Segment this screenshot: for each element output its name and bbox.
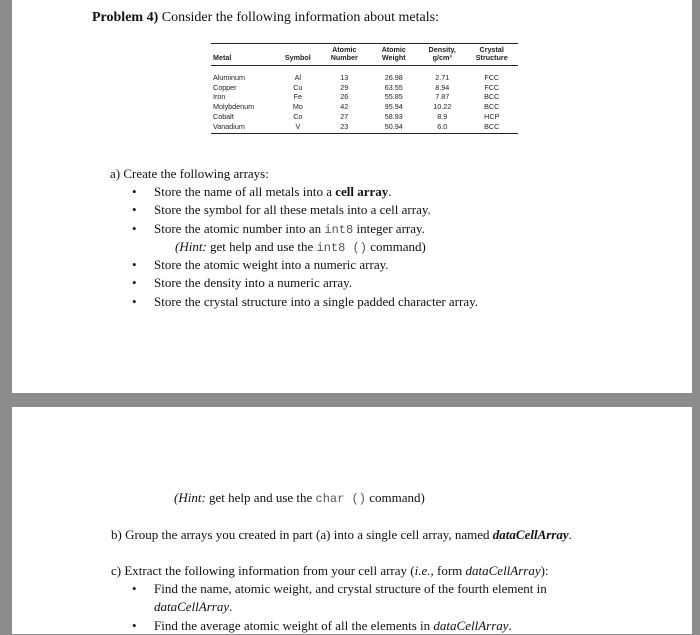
cell-density: 8.9 (437, 111, 448, 121)
list-item (132, 201, 674, 219)
b4-text: Store the atomic weight into a numeric array. (154, 257, 389, 272)
table-header-row (211, 44, 518, 66)
cell-atomic-weight: 26.98 (384, 73, 403, 82)
cell-symbol: Co (293, 111, 303, 121)
b5-text: Store the density into a numeric array. (154, 275, 353, 291)
cell-atomic-number: 29 (340, 82, 349, 92)
cell-crystal: HCP (484, 111, 500, 121)
cell-atomic-number: 26 (340, 92, 349, 102)
c1-line2: dataCellArray (154, 599, 230, 615)
part-c-pre: Extract the following information from your cell array ( (124, 563, 415, 578)
list-item (132, 617, 674, 635)
hint2-label: (Hint: (174, 490, 206, 505)
problem-heading (92, 10, 439, 26)
table-row (211, 83, 518, 93)
metals-table (211, 43, 518, 134)
header-atomic-number-line1: Atomic (332, 45, 357, 54)
cell-crystal: BCC (465, 122, 518, 134)
document-page-bottom (12, 407, 692, 634)
cell-atomic-weight: 63.55 (384, 82, 403, 92)
cell-crystal: BCC (484, 102, 500, 112)
bullet-icon: • (132, 202, 137, 218)
hint1-label: (Hint: (175, 239, 207, 254)
list-item (132, 293, 674, 311)
c1-line1: Find the name, atomic weight, and crystal structure of the fourth element in (154, 581, 547, 596)
bullet-icon: • (132, 581, 137, 596)
list-item (132, 183, 674, 201)
cell-symbol: Al (294, 73, 302, 82)
cell-symbol: Cu (293, 82, 303, 92)
cell-density: 2.71 (435, 73, 450, 82)
c1-line2-post: . (229, 599, 233, 615)
hint2-post: command) (365, 490, 425, 505)
hint1-code: int8 () (316, 241, 367, 255)
bullet-icon: • (132, 184, 137, 199)
part-c (111, 562, 549, 580)
cell-density: 8.94 (435, 82, 450, 92)
c2-name: dataCellArray (433, 617, 509, 633)
part-c-name: dataCellArray (465, 563, 541, 578)
part-b-label: b) (111, 527, 122, 542)
table-row (211, 112, 518, 122)
part-b (111, 526, 572, 544)
table-row (211, 102, 518, 112)
header-crystal-structure (465, 44, 518, 66)
part-c-label: c) (111, 563, 122, 578)
cell-atomic-weight: 58.93 (384, 111, 403, 121)
header-symbol: Symbol (276, 44, 320, 66)
part-a-list-2 (132, 256, 674, 311)
bullet-icon: • (132, 617, 137, 633)
header-density (419, 44, 465, 66)
part-c-ie: i.e. (414, 563, 431, 578)
header-atomic-weight (369, 44, 419, 66)
table-row (211, 66, 518, 83)
cell-symbol: V (276, 122, 320, 134)
cell-atomic-weight: 55.85 (384, 92, 403, 102)
list-item (132, 580, 674, 617)
part-a-intro: Create the following arrays: (123, 166, 269, 181)
cell-atomic-number: 23 (320, 122, 368, 134)
hint2-code: char () (315, 492, 366, 506)
b3-code: int8 (324, 222, 354, 237)
hint-int8 (175, 238, 426, 257)
part-b-name: dataCellArray (492, 527, 569, 542)
b3-pre: Store the atomic number into an (154, 220, 325, 236)
cell-density: 10.22 (433, 102, 452, 112)
cell-atomic-number: 27 (340, 111, 349, 121)
header-atomic-weight-line2: Weight (381, 53, 406, 62)
header-atomic-weight-line1: Atomic (381, 45, 406, 54)
table-row (211, 122, 518, 134)
cell-crystal: FCC (484, 73, 500, 82)
bullet-icon: • (132, 275, 137, 291)
c2-post: . (508, 617, 512, 633)
cell-metal: Aluminum (213, 73, 245, 82)
part-c-list (132, 580, 674, 635)
b1-post: . (388, 184, 392, 199)
cell-atomic-weight: 50.94 (369, 122, 419, 134)
part-a-heading (110, 165, 269, 183)
cell-density: 7.87 (435, 92, 450, 102)
bullet-icon: • (132, 293, 137, 309)
header-metal: Metal (211, 44, 276, 66)
part-c-mid: , form (430, 563, 466, 578)
c2-pre: Find the average atomic weight of all the elements in (154, 617, 434, 633)
bullet-icon: • (132, 257, 137, 272)
hint2-pre: get help and use the (205, 490, 316, 505)
b2-text: Store the symbol for all these metals into a cell array. (154, 202, 431, 218)
problem-label: Problem 4) (92, 10, 159, 25)
hint1-pre: get help and use the (206, 239, 317, 254)
part-c-post: ): (540, 563, 549, 578)
b1-bold: cell array (335, 184, 389, 199)
cell-atomic-number: 13 (340, 73, 349, 82)
cell-density: 6.0 (419, 122, 465, 134)
cell-metal: Iron (213, 92, 226, 102)
cell-symbol: Fe (293, 92, 303, 102)
cell-atomic-number: 42 (340, 102, 349, 112)
part-a-list-1 (132, 183, 674, 239)
list-item (132, 220, 674, 239)
problem-text: Consider the following information about metals: (161, 10, 439, 25)
bullet-icon: • (132, 220, 137, 236)
list-item (132, 256, 674, 274)
part-a-label: a) (110, 166, 121, 181)
table-row (211, 92, 518, 102)
b3-post: integer array. (353, 220, 425, 236)
cell-metal: Cobalt (213, 111, 234, 121)
document-page-top (12, 0, 692, 393)
cell-crystal: FCC (484, 82, 500, 92)
list-item (132, 274, 674, 292)
header-atomic-number-line2: Number (330, 53, 358, 62)
b1-pre: Store the name of all metals into a (154, 184, 336, 199)
cell-symbol: Mo (292, 102, 303, 112)
part-b-post: . (568, 527, 572, 542)
b6-text: Store the crystal structure into a single padded character array. (154, 293, 479, 309)
hint-char (174, 489, 425, 508)
cell-crystal: BCC (484, 92, 500, 102)
cell-atomic-weight: 95.94 (384, 102, 403, 112)
cell-metal: Copper (213, 82, 237, 92)
header-atomic-number (320, 44, 368, 66)
header-density-line2: g/cm³ (432, 53, 452, 62)
part-b-pre: Group the arrays you created in part (a) into a single cell array, named (125, 527, 493, 542)
cell-metal: Molybdenum (213, 102, 255, 112)
cell-metal: Vanadium (211, 122, 276, 134)
header-crystal-line2: Structure (475, 53, 508, 62)
header-density-line1: Density, (428, 45, 456, 54)
hint1-post: command) (366, 239, 426, 254)
header-crystal-line1: Crystal (479, 45, 504, 54)
